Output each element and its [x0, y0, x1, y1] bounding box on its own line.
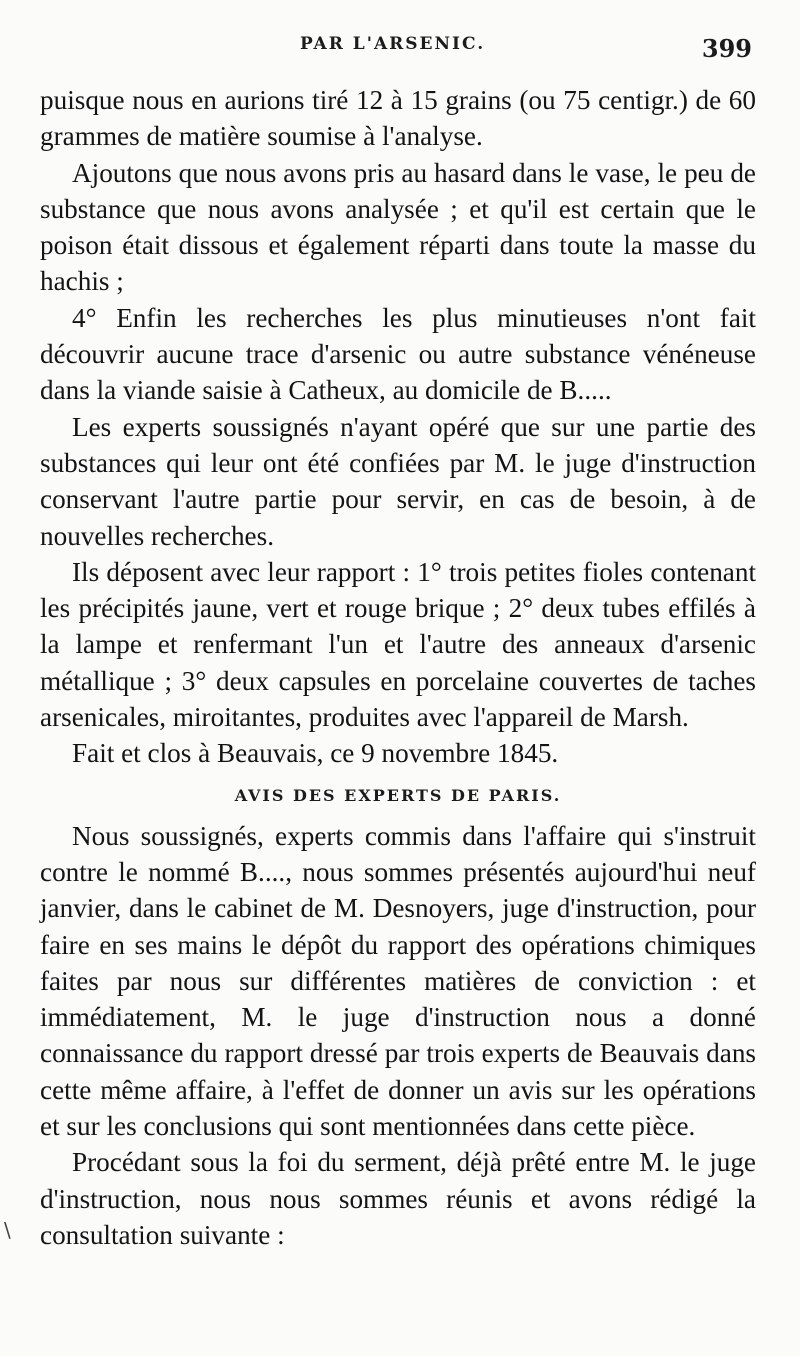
section-heading: AVIS DES EXPERTS DE PARIS.: [234, 785, 562, 805]
page-body: [40, 82, 756, 1253]
paragraph-point-4: 4° Enfin les recherches les plus minutieuses n'ont fait découvrir aucune trace d'arsenic ou autre substance vénéneuse dans la viande saisie à Catheux, au domicile de B.....: [40, 302, 756, 406]
paragraph-continuation: puisque nous en aurions tiré 12 à 15 grains (ou 75 centigr.) de 60 grammes de matière soumise à l'analyse.: [40, 85, 756, 152]
paragraph: Ajoutons que nous avons pris au hasard dans le vase, le peu de substance que nous avons analysée ; et qu'il est certain que le poison était dissous et également réparti dans toute la masse du hachis ;: [40, 157, 756, 297]
paragraph: Procédant sous la foi du serment, déjà prêté entre M. le juge d'instruction, nous nous sommes réunis et avons rédigé la consultation suivante :: [40, 1147, 756, 1250]
running-title: PAR L'ARSENIC.: [300, 34, 486, 54]
paragraph: Nous soussignés, experts commis dans l'affaire qui s'instruit contre le nommé B...., nous sommes présentés aujourd'hui neuf janvier, dans le cabinet de M. Desnoyers, juge d'instruction, pour faire en ses mains le dépôt du rapport des opérations chimiques faites par nous sur différentes matières de conviction : et immédiatement, M. le juge d'instruction nous a donné connaissance du rapport dressé par trois experts de Beauvais dans cette même affaire, à l'effet de donner un avis sur les opérations et sur les conclusions qui sont mentionnées dans cette pièce.: [40, 820, 756, 1142]
paragraph: Les experts soussignés n'ayant opéré que sur une partie des substances qui leur ont été confiées par M. le juge d'instruction conservant l'autre partie pour servir, en cas de besoin, à de nouvelles recherches.: [40, 411, 756, 551]
page-number: 399: [701, 34, 752, 63]
paragraph-signoff: Fait et clos à Beauvais, ce 9 novembre 1845.: [72, 738, 559, 769]
paragraph-deposit-list: Ils déposent avec leur rapport : 1° trois petites fioles contenant les précipités jaune, vert et rouge brique ; 2° deux tubes effilés à la lampe et renfermant l'un et l'autre des anneaux d'arsenic métallique ; 3° deux capsules en porcelaine couvertes de taches arsenicales, miroitantes, produites avec l'appareil de Marsh.: [40, 556, 756, 733]
margin-mark: \: [4, 1218, 11, 1242]
running-head: [0, 34, 800, 74]
